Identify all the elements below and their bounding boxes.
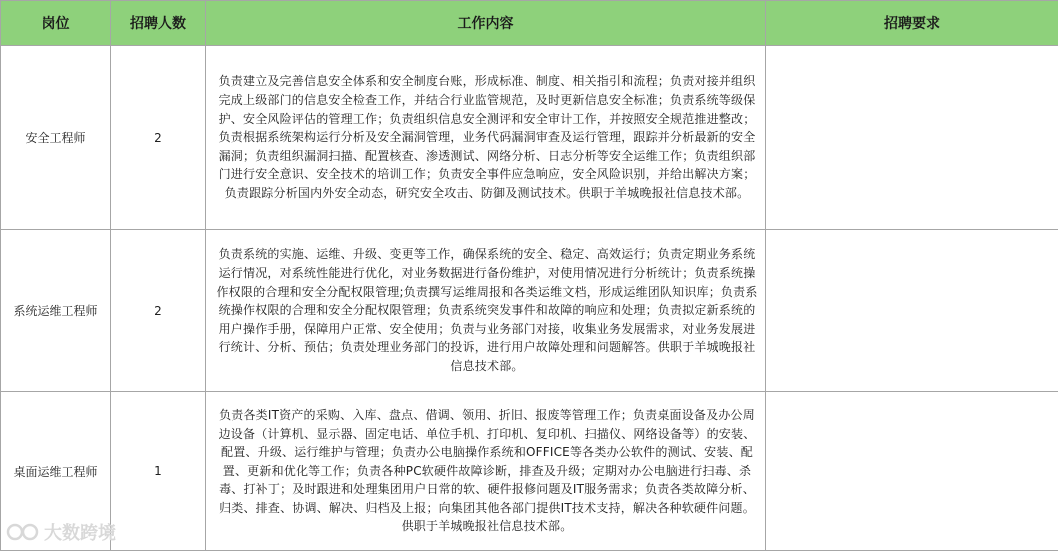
position-cell: 桌面运维工程师 xyxy=(1,392,111,551)
table-row xyxy=(1,230,1058,392)
header-count: 招聘人数 xyxy=(111,1,206,46)
requirement-cell xyxy=(766,46,1058,230)
content-cell: 负责各类IT资产的采购、入库、盘点、借调、领用、折旧、报废等管理工作；负责桌面设备及办公周边设备（计算机、显示器、固定电话、单位手机、打印机、复印机、扫描仪、网络设备等）的安装、配置、升级、运行维护与管理；负责办公电脑操作系统和OFFICE等各类办公软件的测试、安装、配置、更新和优化等工作；负责各种PC软硬件故障诊断，排查及升级；定期对办公电脑进行扫毒、杀毒、打补丁；及时跟进和处理集团用户日常的软、硬件报修问题及IT服务需求；负责各类故障分析、归类、排查、协调、解决、归档及上报；向集团其他各部门提供IT技术支持，解决各种软硬件问题。供职于羊城晚报社信息技术部。 xyxy=(206,392,766,551)
requirement-cell xyxy=(766,392,1058,551)
header-position: 岗位 xyxy=(1,1,111,46)
brand-logo-icon xyxy=(6,521,40,543)
content-cell: 负责系统的实施、运维、升级、变更等工作，确保系统的安全、稳定、高效运行；负责定期业务系统运行情况，对系统性能进行优化，对业务数据进行备份维护，对使用情况进行分析统计；负责系统操作权限的合理和安全分配权限管理;负责撰写运维周报和各类运维文档，形成运维团队知识库；负责系统操作权限的合理和安全分配权限管理；负责系统突发事件和故障的响应和处理；负责拟定新系统的用户操作手册，保障用户正常、安全使用；负责与业务部门对接，收集业务发展需求，对业务发展进行统计、分析、预估；负责处理业务部门的投诉，进行用户故障处理和问题解答。供职于羊城晚报社信息技术部。 xyxy=(206,230,766,392)
count-cell: 2 xyxy=(111,46,206,230)
count-cell: 1 xyxy=(111,392,206,551)
position-cell: 安全工程师 xyxy=(1,46,111,230)
header-content: 工作内容 xyxy=(206,1,766,46)
requirement-cell xyxy=(766,230,1058,392)
watermark-text: 大数跨境 xyxy=(44,523,116,544)
position-cell: 系统运维工程师 xyxy=(1,230,111,392)
count-cell: 2 xyxy=(111,230,206,392)
table-row xyxy=(1,392,1058,551)
watermark xyxy=(6,519,116,545)
content-cell: 负责建立及完善信息安全体系和安全制度台账，形成标准、制度、相关指引和流程；负责对接并组织完成上级部门的信息安全检查工作，并结合行业监管规范，及时更新信息安全标准；负责系统等级保护、安全风险评估的管理工作；负责组织信息安全测评和安全审计工作，并按照安全规范推进整改；负责根据系统架构运行分析及安全漏洞管理，业务代码漏洞审查及运行管理，跟踪并分析最新的安全漏洞；负责组织漏洞扫描、配置核查、渗透测试、网络分析、日志分析等安全运维工作；负责组织部门进行安全意识、安全技术的培训工作；负责安全事件应急响应，安全风险识别，并给出解决方案；负责跟踪分析国内外安全动态，研究安全攻击、防御及测试技术。供职于羊城晚报社信息技术部。 xyxy=(206,46,766,230)
table-row xyxy=(1,46,1058,230)
header-requirement: 招聘要求 xyxy=(766,1,1058,46)
header-row xyxy=(1,1,1058,46)
